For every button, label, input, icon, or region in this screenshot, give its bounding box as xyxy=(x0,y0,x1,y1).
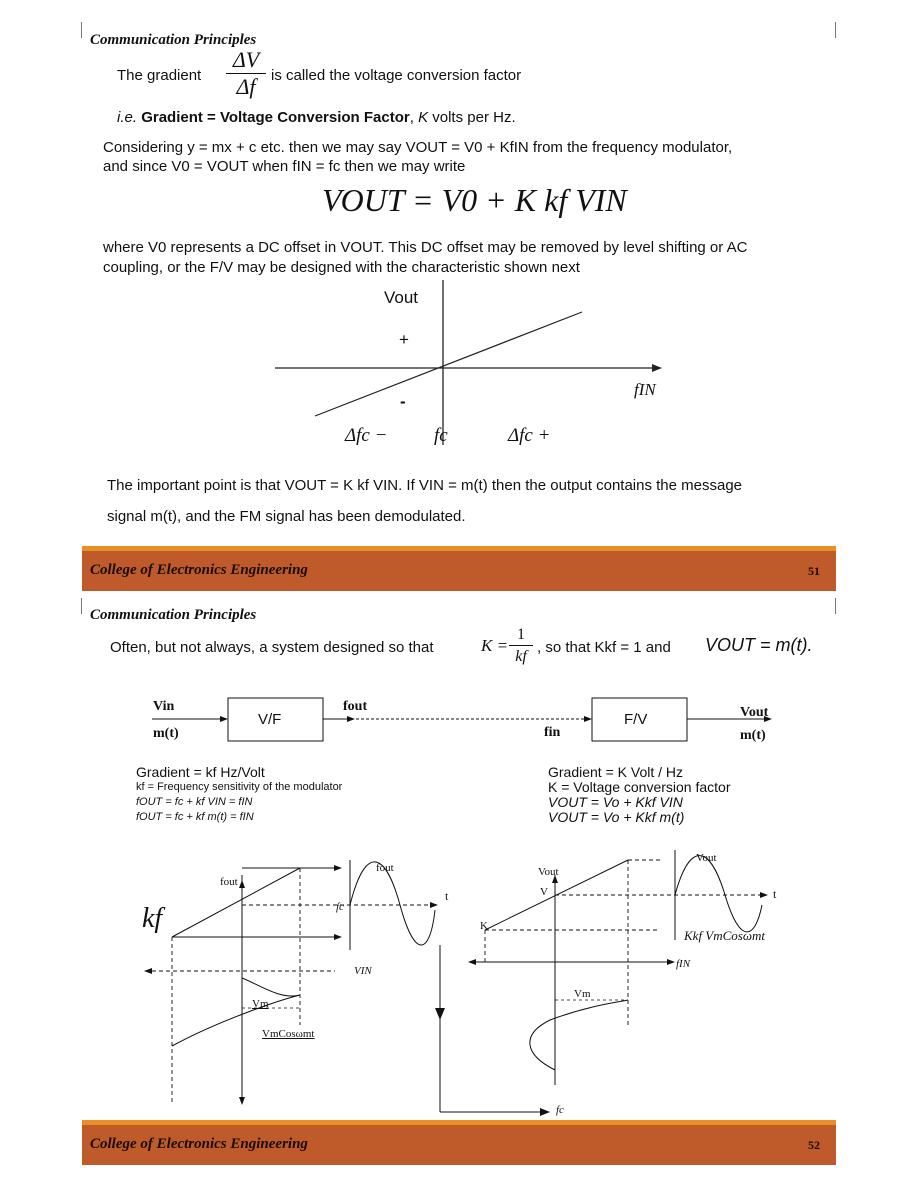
gradient-text: The gradient xyxy=(117,67,202,84)
page-number: 51 xyxy=(808,564,820,578)
considering-line-1: Considering y = mx + c etc. then we may say VOUT = V0 + KfIN from the frequency modulator, xyxy=(103,139,733,156)
fin-axis-label: fIN xyxy=(634,380,656,399)
often-end: VOUT = m(t). xyxy=(705,635,813,655)
footer-title: College of Electronics Engineering xyxy=(90,562,308,578)
left-arrow-bottom-head xyxy=(334,934,342,940)
block-diagram xyxy=(140,690,790,760)
page-corner-mark xyxy=(835,598,836,614)
gradient-fraction xyxy=(226,48,266,99)
fin-arrowhead xyxy=(584,716,592,722)
connector-right-arrow xyxy=(540,1108,550,1116)
right-grad-line-1: Gradient = K Volt / Hz xyxy=(548,764,684,780)
left-vm-label: Vm xyxy=(252,998,269,1010)
kf-big-label: kf xyxy=(142,903,163,934)
ie-line: i.e. Gradient = Voltage Conversion Factor, K volts per Hz. xyxy=(117,109,516,126)
fv-characteristic-figure xyxy=(260,280,680,455)
fraction-bar xyxy=(509,645,533,646)
right-vm-label: Vm xyxy=(574,988,591,1000)
considering-line-2: and since V0 = VOUT when fIN = fc then we may write xyxy=(103,158,466,175)
page-corner-mark xyxy=(835,22,836,38)
ie-prefix: i.e. xyxy=(117,109,138,126)
characteristic-line xyxy=(315,312,582,416)
right-vout-wave-label: Vout xyxy=(696,852,717,864)
right-t-label: t xyxy=(773,887,777,901)
right-k-label: K xyxy=(480,920,488,932)
right-fin-arrowhead-l xyxy=(468,959,476,965)
right-fin-label: fIN xyxy=(676,958,691,970)
mt-left-label: m(t) xyxy=(153,726,179,741)
left-grad-line-3: fOUT = fc + kf VIN = fIN xyxy=(136,796,253,808)
page-corner-mark xyxy=(81,598,82,614)
often-middle: , so that Kkf = 1 and xyxy=(537,639,671,656)
left-t-arrowhead xyxy=(430,902,438,908)
main-equation: VOUT = V0 + K kf VIN xyxy=(322,182,627,218)
often-fraction xyxy=(509,626,533,667)
fin-label: fin xyxy=(544,725,561,740)
where-line-2: coupling, or the F/V may be designed with the characteristic shown next xyxy=(103,259,580,276)
fraction-numerator: 1 xyxy=(517,626,525,643)
vout-label: Vout xyxy=(740,705,769,720)
left-fout-wave-label: fout xyxy=(376,862,394,874)
fraction-denominator: kf xyxy=(515,648,527,665)
bottom-fc-label: fc xyxy=(556,1104,564,1116)
left-fc-label: fc xyxy=(336,901,344,913)
plus-sign: + xyxy=(399,330,409,349)
page-header: Communication Principles xyxy=(90,32,257,48)
right-v-label: V xyxy=(540,886,548,898)
right-grad-line-3: VOUT = Vo + Kkf VIN xyxy=(548,794,683,810)
fraction-denominator: Δf xyxy=(236,74,256,99)
page-corner-mark xyxy=(81,22,82,38)
footer-title: College of Electronics Engineering xyxy=(90,1136,308,1152)
left-t-label: t xyxy=(445,889,449,903)
left-grad-line-1: Gradient = kf Hz/Volt xyxy=(136,764,265,780)
where-line-1: where V0 represents a DC offset in VOUT. This DC offset may be removed by level shifting or AC xyxy=(103,239,748,256)
left-vin-arrowhead-l xyxy=(144,968,152,974)
left-fout-axis-label: fout xyxy=(220,876,238,888)
left-arrow-top-head xyxy=(334,865,342,871)
left-grad-line-4: fOUT = fc + kf m(t) = fIN xyxy=(136,811,254,823)
ie-rest: volts per Hz. xyxy=(432,109,516,126)
fout-arrowhead xyxy=(347,716,355,722)
vin-label: Vin xyxy=(153,699,175,714)
fout-label: fout xyxy=(343,699,368,714)
gradient-description: is called the voltage conversion factor xyxy=(271,67,522,84)
left-vmcos-label: VmCosωmt xyxy=(262,1028,315,1040)
mt-right-label: m(t) xyxy=(740,728,766,743)
ie-bold: Gradient = Voltage Conversion Factor xyxy=(141,109,410,126)
vf-block-label: V/F xyxy=(258,711,282,728)
fc-label: fc xyxy=(434,425,448,446)
delta-fc-plus-label: Δfc + xyxy=(508,425,551,446)
fv-block-label: F/V xyxy=(624,711,648,728)
right-grad-line-2: K = Voltage conversion factor xyxy=(548,779,731,795)
fraction-numerator: ΔV xyxy=(232,47,260,72)
important-line-2: signal m(t), and the FM signal has been demodulated. xyxy=(107,508,466,525)
left-fout-arrowhead xyxy=(239,880,245,888)
page-footer xyxy=(82,1120,836,1165)
page-header: Communication Principles xyxy=(90,607,257,623)
left-vin-label: VIN xyxy=(354,965,372,977)
page-footer xyxy=(82,546,836,591)
often-k: K = xyxy=(481,636,509,655)
often-text: Often, but not always, a system designed so that xyxy=(110,639,434,656)
right-t-arrowhead xyxy=(760,892,768,898)
right-input-wave xyxy=(530,1000,628,1070)
right-vout-axis-label: Vout xyxy=(538,866,559,878)
left-grad-line-2: kf = Frequency sensitivity of the modulator xyxy=(136,781,343,793)
connector-down-arrow xyxy=(435,1008,445,1020)
vout-axis-label: Vout xyxy=(384,288,419,307)
right-fin-arrowhead-r xyxy=(667,959,675,965)
page-number: 52 xyxy=(808,1138,820,1152)
left-gradient-notes xyxy=(136,765,342,825)
x-axis-arrowhead xyxy=(652,364,662,372)
ie-k: K xyxy=(418,109,429,126)
vin-arrowhead xyxy=(220,716,228,722)
left-output-wave xyxy=(350,862,435,945)
right-output-wave xyxy=(675,856,762,932)
right-kkf-label: Kkf VmCosωmt xyxy=(684,928,766,943)
delta-fc-minus-label: Δfc − xyxy=(345,425,388,446)
minus-sign: - xyxy=(400,392,406,411)
important-line-1: The important point is that VOUT = K kf VIN. If VIN = m(t) then the output contains the message xyxy=(107,477,743,494)
right-grad-line-4: VOUT = Vo + Kkf m(t) xyxy=(548,809,685,825)
modulation-graphs xyxy=(130,850,810,1120)
right-gradient-notes xyxy=(548,765,731,825)
